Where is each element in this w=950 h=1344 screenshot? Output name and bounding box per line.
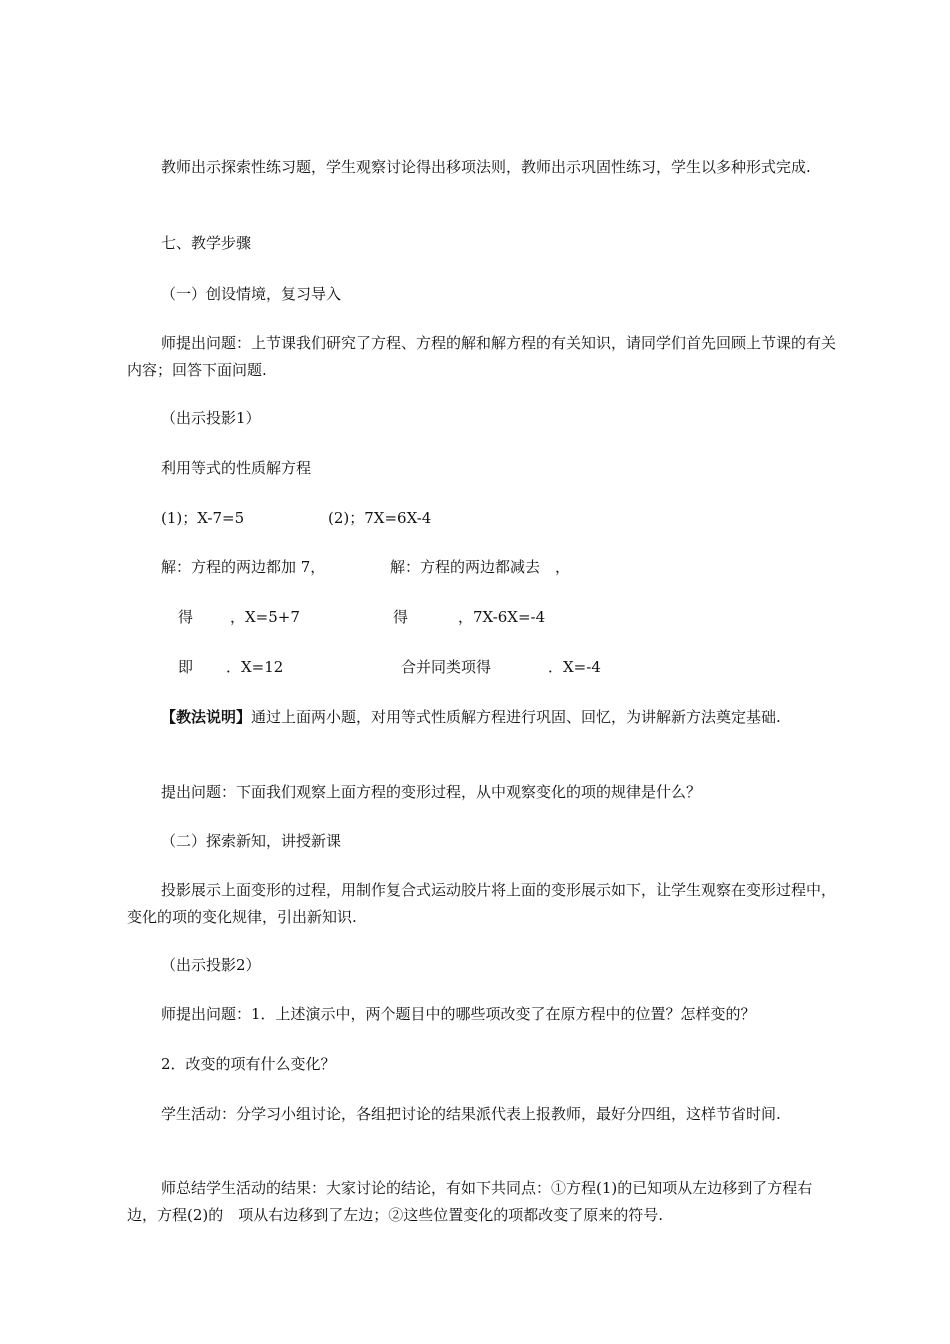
teaching-note-text: 通过上面两小题，对用等式性质解方程进行巩固、回忆，为讲解新方法奠定基础. <box>251 708 781 726</box>
paragraph-method: 教师出示探索性练习题，学生观察讨论得出移项法则，教师出示巩固性练习，学生以多种形式完成. <box>161 158 811 176</box>
example-1-step-2: ，X=5+7 <box>230 608 300 626</box>
paragraph-summary: 师总结学生活动的结果：大家讨论的结论，有如下共同点：①方程(1)的已知项从左边移到了方程右边，方程(2)的 项从右边移到了左边；②这些位置变化的项都改变了原来的符号. <box>127 1179 813 1224</box>
paragraph-solve-intro: 利用等式的性质解方程 <box>161 459 312 477</box>
example-2-equation: (2)；7X=6X-4 <box>328 509 432 527</box>
example-2-step-1: 解：方程的两边都减去 ， <box>390 558 571 576</box>
example-2-step-3: ．X=-4 <box>548 658 601 676</box>
projection-label-2: （出示投影2） <box>161 956 261 974</box>
example-2-step-2: ，7X-6X=-4 <box>458 608 546 626</box>
paragraph-student-activity: 学生活动：分学习小组讨论，各组把讨论的结果派代表上报教师，最好分四组，这样节省时间. <box>161 1105 781 1123</box>
teaching-note-label: 【教法说明】 <box>161 708 252 726</box>
projection-label-1: （出示投影1） <box>161 409 261 427</box>
subsection-heading-2: （二）探索新知，讲授新课 <box>161 832 342 850</box>
paragraph-question: 师提出问题：上节课我们研究了方程、方程的解和解方程的有关知识，请同学们首先回顾上节课的有关内容；回答下面问题. <box>127 334 837 379</box>
example-1-step-3: ．X=12 <box>226 658 284 676</box>
subsection-heading-1: （一）创设情境，复习导入 <box>161 285 342 303</box>
example-1-equation: (1)；X-7=5 <box>161 509 245 527</box>
example-1-step-1: 解：方程的两边都加 7， <box>161 558 326 576</box>
teaching-note <box>127 704 837 731</box>
example-2-step-2-label: 得 <box>393 608 409 626</box>
section-heading-steps: 七、教学步骤 <box>161 234 252 252</box>
paragraph-observe-question: 提出问题：下面我们观察上面方程的变形过程，从中观察变化的项的规律是什么？ <box>161 783 702 801</box>
example-1-step-2-label: 得 <box>178 608 194 626</box>
example-2-step-3-label: 合并同类项得 <box>401 658 492 676</box>
paragraph-teacher-question: 师提出问题：1．上述演示中，两个题目中的哪些项改变了在原方程中的位置？怎样变的？ <box>161 1005 756 1023</box>
example-1-step-3-label: 即 <box>178 658 194 676</box>
paragraph-projection-demo: 投影展示上面变形的过程，用制作复合式运动胶片将上面的变形展示如下，让学生观察在变形过程中，变化的项的变化规律，引出新知识. <box>127 881 837 926</box>
paragraph-question-2: 2．改变的项有什么变化？ <box>161 1055 336 1073</box>
